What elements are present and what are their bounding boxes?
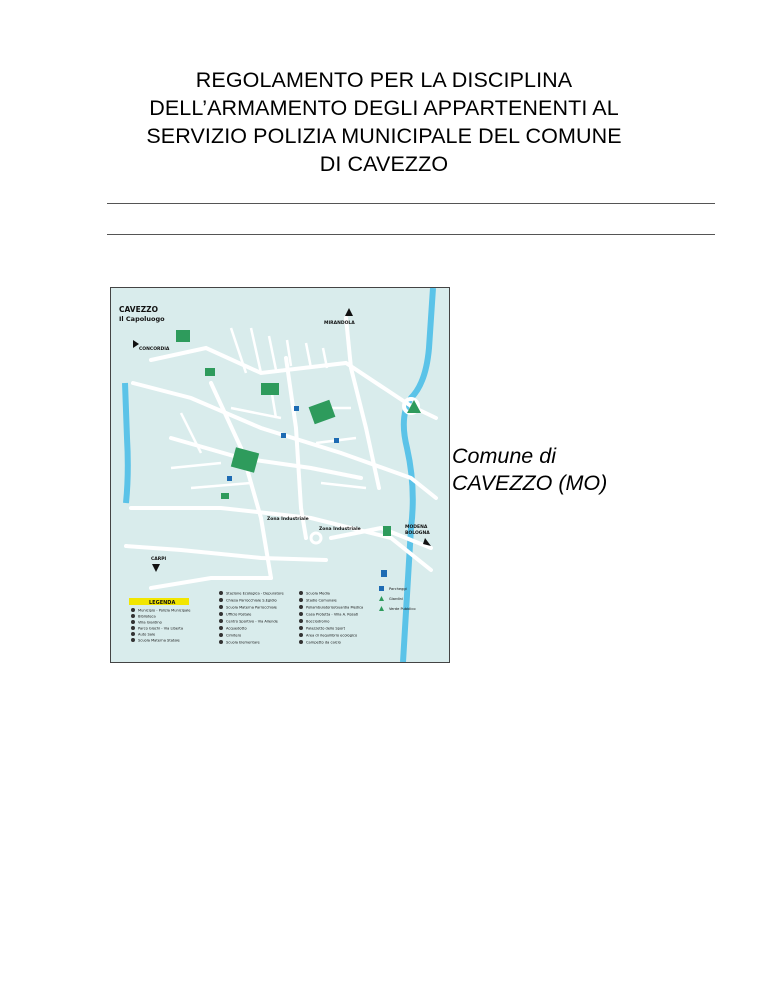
legend-item: Stadio Comunale [306, 598, 337, 603]
legend-item: Villa Giardino [138, 620, 162, 625]
map-heading: CAVEZZO [119, 305, 158, 314]
legend-item: Giardini [389, 597, 403, 601]
caption-line-2: CAVEZZO (MO) [452, 471, 608, 495]
divider-top [107, 203, 715, 204]
direction-carpi: CARPI [151, 557, 167, 562]
legend-item: Scuola Materna Statale [138, 638, 180, 643]
legend-item: Bocciodromo [306, 619, 330, 624]
document-title [100, 66, 668, 178]
legend-title: LEGENDA [149, 600, 176, 606]
direction-modena: MODENA [405, 525, 428, 530]
legend-item: Casa Protetta - Villa A. Rosati [306, 612, 359, 617]
direction-bologna: BOLOGNA [405, 531, 430, 536]
direction-mirandola: MIRANDOLA [324, 321, 355, 326]
legend-item: Verde Pubblico [389, 607, 416, 611]
town-map [110, 287, 450, 663]
legend-item: Parcheggi [389, 587, 407, 591]
legend-item: Municipio - Polizia Municipale [138, 608, 191, 613]
title-line-2: DELL’ARMAMENTO DEGLI APPARTENENTI AL [149, 96, 619, 120]
direction-concordia: CONCORDIA [139, 347, 170, 352]
legend-item: Chiesa Parrocchiale S.Egidio [226, 598, 277, 603]
legend-item: Stazione Ecologica - Depuratore [226, 591, 284, 596]
divider-bottom [107, 234, 715, 235]
canal [125, 383, 128, 503]
title-line-3: SERVIZIO POLIZIA MUNICIPALE DEL COMUNE [146, 124, 622, 148]
legend-item: Biblioteca [138, 614, 156, 619]
zone-label-east: Zona Industriale [319, 527, 361, 532]
legend-item: Ufficio Postale [226, 612, 252, 617]
map-caption [452, 443, 607, 497]
legend-item: Campetto da calcio [306, 640, 341, 645]
caption-line-1: Comune di [452, 444, 556, 468]
legend-item: Auto Sale [138, 632, 156, 637]
zone-label-west: Zona Industriale [267, 517, 309, 522]
legend-item: Scuola Media [306, 591, 330, 596]
legend-item: Poliambulatorio/Guardia Medica [306, 605, 364, 610]
legend-item: Parco Giochi - Via Liberta [138, 626, 184, 631]
legend-item: Palazzetto dello Sport [306, 626, 346, 631]
legend-item: Acquedotto [226, 626, 247, 631]
town-map-graphic [111, 288, 449, 662]
title-line-1: REGOLAMENTO PER LA DISCIPLINA [195, 68, 573, 92]
legend-item: Scuola Elementare [226, 640, 260, 645]
legend-item: Cimitero [226, 633, 242, 638]
legend-item: Centro Sportivo - Via Allende [226, 619, 278, 624]
map-subheading: Il Capoluogo [119, 315, 165, 323]
title-line-4: DI CAVEZZO [319, 152, 449, 176]
legend-item: Scuola Materna Parrocchiale [226, 605, 277, 610]
parking-icon [379, 586, 384, 591]
legend-item: Area di riequilibrio ecologico [306, 633, 358, 638]
